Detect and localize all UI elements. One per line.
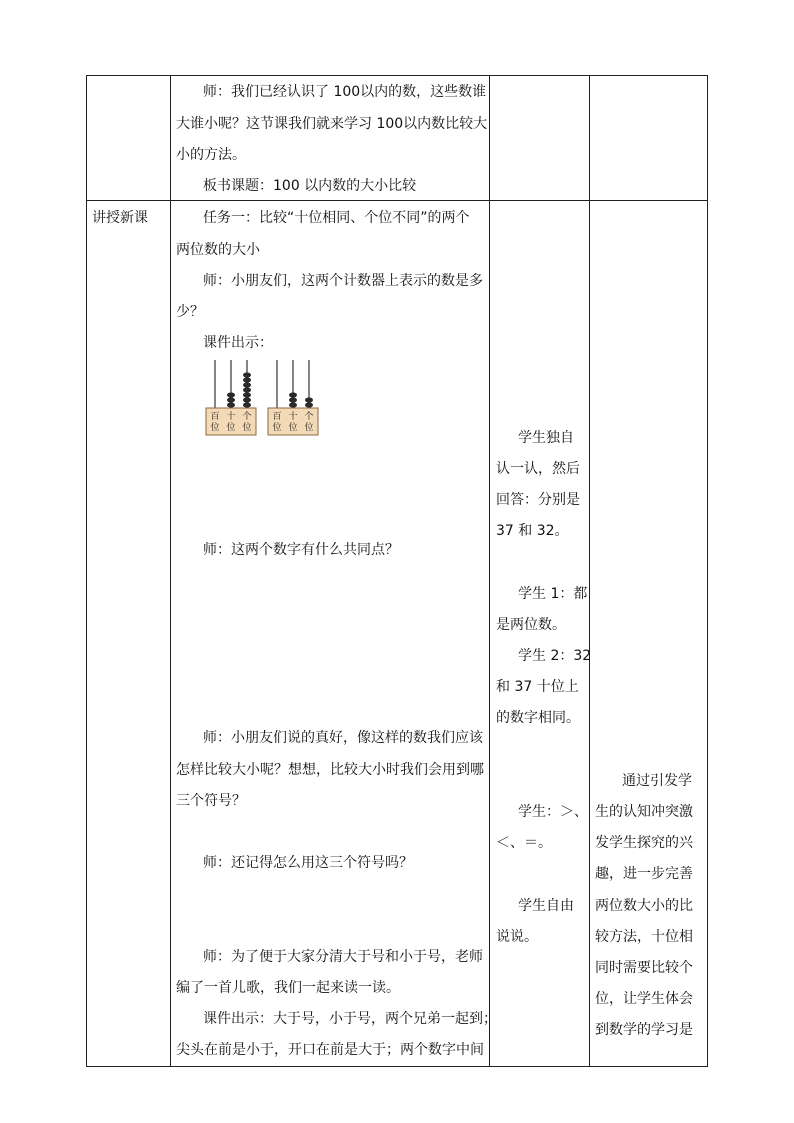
abacus-bead (243, 372, 251, 377)
abacus-bead (243, 397, 251, 402)
abacus-place-label: 位 (226, 423, 236, 433)
board-title: 板书课题：100 以内数的大小比较 (203, 178, 417, 194)
abacus-place-label: 位 (288, 423, 298, 433)
courseware-label: 课件出示： (203, 335, 273, 351)
abacus-place-label: 个 (304, 412, 314, 422)
student-2-line-2: 和 37 十位上 (496, 679, 579, 695)
task-one-line-2: 两位数的大小 (176, 242, 260, 258)
student-answer-line-3: 回答：分别是 (496, 492, 580, 508)
teacher-common-question: 师：这两个数字有什么共同点？ (203, 542, 399, 558)
design-intent-line-3: 发学生探究的兴 (595, 835, 693, 851)
table-border-bottom (86, 1066, 707, 1067)
table-col-divider-1 (170, 75, 171, 1067)
table-border-top (86, 75, 707, 76)
teacher-question-line-2: 少？ (176, 304, 204, 320)
teacher-intro-line-3: 小的方法。 (176, 147, 246, 163)
student-2-line-3: 的数字相同。 (496, 710, 580, 726)
teacher-intro-line-2: 大谁小呢？这节课我们就来学习 100以内数比较大 (176, 116, 488, 132)
teacher-compare-line-1: 师：小朋友们说的真好，像这样的数我们应该 (203, 730, 483, 746)
table-border-left (86, 75, 87, 1067)
abacus-place-label: 位 (272, 423, 282, 433)
student-free-line-2: 说说。 (496, 929, 538, 945)
abacus-place-label: 百 (272, 412, 282, 422)
abacus-bead (289, 402, 297, 407)
design-intent-line-2: 生的认知冲突激 (595, 804, 693, 820)
teacher-question-line-1: 师：小朋友们，这两个计数器上表示的数是多 (203, 273, 483, 289)
abacus-bead (305, 402, 313, 407)
teacher-compare-line-3: 三个符号？ (176, 793, 246, 809)
student-1-line-2: 是两位数。 (496, 617, 566, 633)
design-intent-line-1: 通过引发学 (622, 773, 692, 789)
teacher-compare-line-2: 怎样比较大小呢？想想，比较大小时我们会用到哪 (176, 762, 484, 778)
abacus-place-label: 个 (242, 412, 252, 422)
table-col-divider-3 (589, 75, 590, 1067)
design-intent-line-9: 到数学的学习是 (595, 1022, 693, 1038)
rhyme-line-1: 课件出示：大于号，小于号，两个兄弟一起到； (203, 1011, 497, 1027)
abacus-bead (243, 377, 251, 382)
abacus-place-label: 位 (242, 423, 252, 433)
abacus-bead (243, 387, 251, 392)
student-symbols-line-2: ＜、＝。 (496, 835, 552, 851)
task-one-line-1: 任务一：比较“十位相同、个位不同”的两个 (203, 210, 470, 226)
abacus-illustration (204, 358, 324, 438)
abacus-place-label: 位 (304, 423, 314, 433)
table-row-divider (86, 200, 707, 201)
rhyme-line-2: 尖头在前是小于，开口在前是大于；两个数字中间 (176, 1042, 484, 1058)
design-intent-line-6: 较方法，十位相 (595, 929, 693, 945)
abacus-bead (227, 402, 235, 407)
abacus-place-label: 百 (210, 412, 220, 422)
teacher-intro-line-1: 师：我们已经认识了 100以内的数，这些数谁 (203, 84, 487, 100)
student-free-line-1: 学生自由 (518, 898, 574, 914)
design-intent-line-4: 趣，进一步完善 (595, 866, 693, 882)
abacus-bead (243, 402, 251, 407)
abacus-bead (289, 392, 297, 397)
student-1-line-1: 学生 1：都 (518, 586, 588, 602)
student-symbols-line-1: 学生：＞、 (518, 804, 588, 820)
design-intent-line-8: 位，让学生体会 (595, 991, 693, 1007)
student-answer-line-1: 学生独自 (518, 430, 574, 446)
abacus-place-label: 十 (226, 412, 236, 422)
table-border-right (707, 75, 708, 1067)
abacus-place-label: 十 (288, 412, 298, 422)
student-answer-line-4: 37 和 32。 (496, 523, 569, 539)
abacus-place-label: 位 (210, 423, 220, 433)
section-label: 讲授新课 (92, 210, 148, 226)
teacher-rhyme-line-2: 编了一首儿歌，我们一起来读一读。 (176, 980, 400, 996)
design-intent-line-7: 同时需要比较个 (595, 960, 693, 976)
abacus-bead (243, 392, 251, 397)
abacus-bead (243, 382, 251, 387)
abacus-bead (227, 392, 235, 397)
student-answer-line-2: 认一认，然后 (496, 461, 580, 477)
abacus-bead (227, 397, 235, 402)
teacher-rhyme-line-1: 师：为了便于大家分清大于号和小于号，老师 (203, 949, 483, 965)
abacus-bead (289, 397, 297, 402)
table-col-divider-2 (489, 75, 490, 1067)
abacus-bead (305, 397, 313, 402)
teacher-symbols-question: 师：还记得怎么用这三个符号吗？ (203, 855, 413, 871)
design-intent-line-5: 两位数大小的比 (595, 898, 693, 914)
student-2-line-1: 学生 2：32 (518, 648, 592, 664)
